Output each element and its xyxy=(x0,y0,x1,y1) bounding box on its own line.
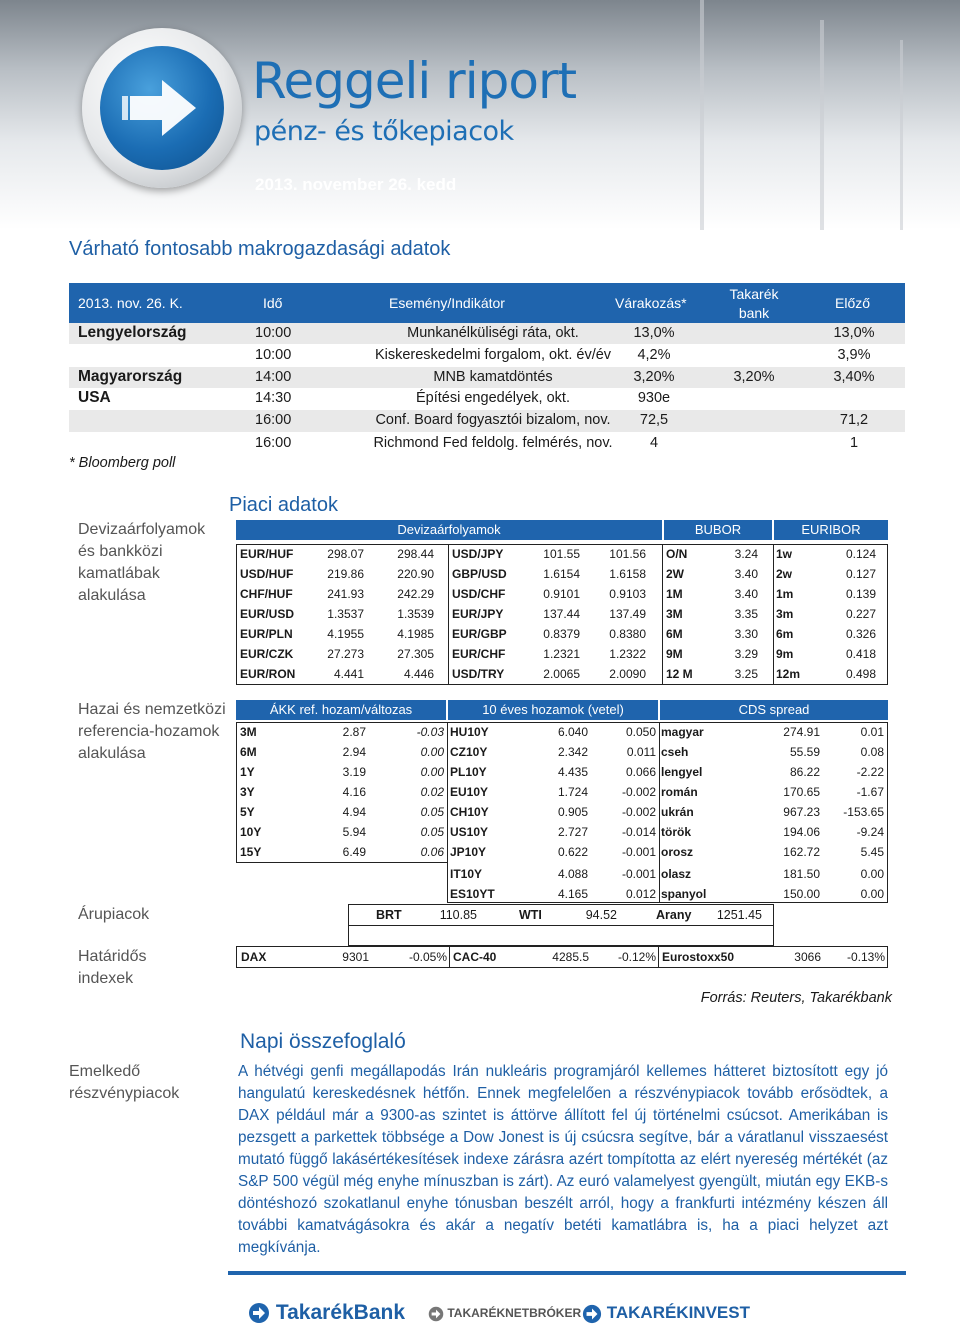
yield-cell-cch: -1.67 xyxy=(856,785,884,799)
commodity-name: WTI xyxy=(519,908,542,922)
row-event: Conf. Board fogyasztói bizalom, nov. xyxy=(375,412,611,428)
fx-cell-et: 1w xyxy=(776,547,793,561)
fx-cell-a2: 1.2321 xyxy=(543,647,580,661)
table-row xyxy=(69,345,905,366)
ten-year-header: 10 éves hozamok (vetel) xyxy=(448,700,658,720)
yield-cell-b: EU10Y xyxy=(450,785,489,799)
fx-cell-b1: 4.1985 xyxy=(397,627,434,641)
yield-cell-cv: 181.50 xyxy=(783,867,820,881)
yield-cell-b: US10Y xyxy=(450,825,489,839)
fx-cell-p2: EUR/JPY xyxy=(452,607,504,621)
yield-cell-y xyxy=(316,884,366,904)
netbroker-arrow-icon xyxy=(428,1306,444,1322)
fx-cell-a2: 0.8379 xyxy=(543,627,580,641)
fx-cell-p2: USD/JPY xyxy=(452,547,504,561)
fx-cell-p1: EUR/CZK xyxy=(240,647,294,661)
fx-cell-p2: EUR/GBP xyxy=(452,627,507,641)
commodity-name: BRT xyxy=(376,908,402,922)
fx-cell-a2: 1.6154 xyxy=(543,567,580,581)
yield-cell-t xyxy=(240,864,280,884)
yield-cell-c: 0.02 xyxy=(420,785,444,799)
yield-cell-bc: -0.001 xyxy=(621,845,656,859)
yield-cell-c: 0.06 xyxy=(420,845,444,859)
fx-cell-bt: 6M xyxy=(666,627,683,641)
commodities-side-label: Árupiacok xyxy=(78,906,150,923)
yield-cell-y: 2.94 xyxy=(342,745,366,759)
fx-cell-b2: 1.2322 xyxy=(609,647,646,661)
yield-cell-b: ES10YT xyxy=(450,887,495,901)
yield-cell-b: CZ10Y xyxy=(450,745,488,759)
fx-cell-b2: 1.6158 xyxy=(609,567,646,581)
fx-cell-bv: 3.40 xyxy=(734,587,758,601)
fx-cell-bt: 2W xyxy=(666,567,684,581)
table-row xyxy=(69,323,905,344)
takareknetbroker-logo xyxy=(428,1306,581,1322)
fx-cell-a1: 27.273 xyxy=(327,647,364,661)
fx-cell-ev: 0.326 xyxy=(845,627,876,641)
fx-cell-ev: 0.127 xyxy=(845,567,876,581)
row-previous: 1 xyxy=(849,435,859,451)
fx-cell-a1: 1.3537 xyxy=(327,607,364,621)
future-value: 9301 xyxy=(342,950,369,964)
fx-cell-b2: 101.56 xyxy=(609,547,646,561)
yield-cell-cch: -2.22 xyxy=(856,765,884,779)
future-name: CAC-40 xyxy=(453,950,497,964)
fx-cell-a1: 4.441 xyxy=(333,667,364,681)
fx-cell-a2: 2.0065 xyxy=(543,667,580,681)
yield-cell-y xyxy=(316,864,366,884)
yield-cell-cc: ukrán xyxy=(661,805,694,819)
future-name: DAX xyxy=(241,950,267,964)
yield-cell-cch: -9.24 xyxy=(856,825,884,839)
fx-cell-ev: 0.498 xyxy=(845,667,876,681)
fx-cell-a2: 101.55 xyxy=(543,547,580,561)
fx-cell-et: 9m xyxy=(776,647,794,661)
yield-cell-bc: 0.050 xyxy=(625,725,656,739)
fx-cell-a2: 0.9101 xyxy=(543,587,580,601)
yield-cell-by: 6.040 xyxy=(557,725,588,739)
fx-cell-bv: 3.24 xyxy=(734,547,758,561)
row-previous: 3,40% xyxy=(833,369,875,385)
summary-text: A hétvégi genfi megállapodás Irán nukleáris programjáról kellemes hátteret biztosított egy jó hangulatú kereskedésnek hétfőn. Ennek megfelelően a részvénypiacok tovább erősödtek, a DAX például már a 9300-as szintet is áttörve állított fel új történelmi csúcsot. Amerikában is pezsgett a parkettek többsége a Dow Jonest is új csúcsra segítve, bár a váratlanul visszaesést mutató függő lakásértékesítések indexe zárásra azért tompította az elért nyereség mértékét (az S&P 500 végül még enyhe mínuszban is zárt). Az euró valamelyest gyengült, miután egy EKB-s döntéshozó szokatlanul enyhe tónusban beszélt arról, hogy a frankfurti intézmény készen áll további kamatvágásokra és akár a negatív betéti kamatlábra is, ha a piaci helyzet azt megkívánja. xyxy=(238,1063,888,1256)
row-previous: 13,0% xyxy=(833,325,875,341)
summary-side-label: Emelkedő részvénypiacok xyxy=(69,1063,180,1102)
arrow-icon xyxy=(100,46,224,170)
row-event: Richmond Fed feldolg. felmérés, nov. xyxy=(373,435,613,451)
col-expectation: Várakozás* xyxy=(615,295,687,311)
yield-cell-c xyxy=(386,884,444,904)
yield-cell-cc: magyar xyxy=(661,725,704,739)
takarekbank-logo xyxy=(248,1301,405,1325)
fx-cell-b1: 242.29 xyxy=(397,587,434,601)
col-takarek: Takarék bank xyxy=(729,286,779,321)
fx-cell-p2: USD/CHF xyxy=(452,587,506,601)
takarekinvest-logo xyxy=(582,1303,750,1324)
fx-cell-b2: 0.9103 xyxy=(609,587,646,601)
fx-cell-et: 2w xyxy=(776,567,793,581)
row-time: 14:00 xyxy=(255,369,292,385)
cds-header: CDS spread xyxy=(660,700,888,720)
footer-divider xyxy=(228,1271,906,1275)
table-row xyxy=(69,388,905,409)
yield-cell-cv: 150.00 xyxy=(783,887,820,901)
fx-side-label: Devizaárfolyamok és bankközi kamatlábak alakulása xyxy=(78,521,206,604)
yield-cell-by: 2.727 xyxy=(557,825,588,839)
fx-cell-p1: EUR/HUF xyxy=(240,547,294,561)
fx-cell-bt: 9M xyxy=(666,647,683,661)
yield-cell-y: 5.94 xyxy=(342,825,366,839)
yield-cell-t xyxy=(240,884,280,904)
yield-cell-cv: 967.23 xyxy=(783,805,820,819)
fx-cell-b1: 298.44 xyxy=(397,547,434,561)
fx-cell-p1: EUR/PLN xyxy=(240,627,293,641)
fx-cell-bt: 3M xyxy=(666,607,683,621)
yield-cell-cc: cseh xyxy=(661,745,689,759)
fx-cell-b2: 0.8380 xyxy=(609,627,646,641)
yield-cell-b: CH10Y xyxy=(450,805,489,819)
row-expectation: 4 xyxy=(649,435,659,451)
source-note: Forrás: Reuters, Takarékbank xyxy=(700,990,892,1006)
yield-cell-cv: 162.72 xyxy=(783,845,820,859)
row-previous: 3,9% xyxy=(837,347,871,363)
row-time: 10:00 xyxy=(255,347,292,363)
fx-cell-ev: 0.418 xyxy=(845,647,876,661)
yield-cell-c: 0.05 xyxy=(420,805,444,819)
yield-cell-y: 3.19 xyxy=(342,765,366,779)
col-time: Idő xyxy=(263,295,283,311)
yield-cell-t: 15Y xyxy=(240,845,262,859)
fx-cell-b1: 1.3539 xyxy=(397,607,434,621)
yield-cell-bc: 0.011 xyxy=(626,745,656,759)
yield-cell-cc: török xyxy=(661,825,691,839)
fx-cell-b2: 137.49 xyxy=(609,607,646,621)
fx-cell-p2: GBP/USD xyxy=(452,567,507,581)
yield-cell-by: 4.435 xyxy=(557,765,588,779)
yield-cell-t: 10Y xyxy=(240,825,262,839)
row-expectation: 3,20% xyxy=(633,369,675,385)
future-value: 4285.5 xyxy=(552,950,589,964)
yields-side-label: Hazai és nemzetközi referencia-hozamok alakulása xyxy=(78,701,226,762)
yield-cell-cv: 170.65 xyxy=(783,785,820,799)
fx-cell-a1: 219.86 xyxy=(327,567,364,581)
fx-cell-bv: 3.35 xyxy=(734,607,758,621)
fx-cell-bv: 3.40 xyxy=(734,567,758,581)
yield-cell-bc: 0.066 xyxy=(625,765,656,779)
commodities-table xyxy=(348,904,774,946)
future-change: -0.12% xyxy=(617,950,656,964)
row-event: Kiskereskedelmi forgalom, okt. év/év xyxy=(374,347,612,363)
fx-cell-b1: 4.446 xyxy=(403,667,434,681)
fx-cell-ev: 0.139 xyxy=(845,587,876,601)
yield-cell-y: 6.49 xyxy=(342,845,366,859)
fx-cell-a1: 298.07 xyxy=(327,547,364,561)
yield-cell-by: 4.088 xyxy=(557,867,588,881)
fx-cell-a1: 241.93 xyxy=(327,587,364,601)
yield-cell-by: 0.622 xyxy=(557,845,588,859)
table-row xyxy=(69,410,905,432)
yield-cell-cc: lengyel xyxy=(661,765,703,779)
future-value: 3066 xyxy=(794,950,821,964)
row-event: Munkanélküliségi ráta, okt. xyxy=(407,325,579,341)
commodity-value: 1251.45 xyxy=(716,908,762,922)
fx-cell-a1: 4.1955 xyxy=(327,627,364,641)
yield-cell-t: 1Y xyxy=(240,765,255,779)
fx-header: Devizaárfolyamok xyxy=(236,520,662,540)
row-expectation: 13,0% xyxy=(633,325,675,341)
yield-cell-cch: 5.45 xyxy=(860,845,884,859)
report-date: 2013. november 26. kedd xyxy=(255,175,457,194)
euribor-header: EURIBOR xyxy=(774,520,888,540)
row-time: 16:00 xyxy=(255,412,292,428)
fx-cell-p2: USD/TRY xyxy=(452,667,505,681)
yield-cell-cc: orosz xyxy=(661,845,694,859)
bloomberg-footnote: * Bloomberg poll xyxy=(69,455,176,471)
yields-table xyxy=(236,700,888,902)
fx-cell-b1: 27.305 xyxy=(397,647,434,661)
yield-cell-bc: -0.001 xyxy=(621,867,656,881)
fx-cell-bv: 3.25 xyxy=(734,667,758,681)
yield-cell-cv: 86.22 xyxy=(789,765,820,779)
future-change: -0.13% xyxy=(846,950,885,964)
row-expectation: 930e xyxy=(637,390,671,406)
yield-cell-cc: olasz xyxy=(661,867,692,881)
commodity-value: 94.52 xyxy=(585,908,617,922)
report-subtitle: pénz- és tőkepiacok xyxy=(254,116,514,147)
row-country: Magyarország xyxy=(78,368,183,385)
row-expectation: 4,2% xyxy=(637,347,671,363)
row-time: 14:30 xyxy=(255,390,292,406)
yield-cell-b: IT10Y xyxy=(450,867,483,881)
takarekinvest-arrow-icon xyxy=(582,1304,602,1324)
summary-title: Napi összefoglaló xyxy=(240,1030,406,1053)
row-event: Építési engedélyek, okt. xyxy=(416,390,570,406)
fx-cell-bv: 3.29 xyxy=(734,647,758,661)
yield-cell-cch: 0.00 xyxy=(860,887,884,901)
fx-cell-ev: 0.227 xyxy=(845,607,876,621)
takarekbank-arrow-icon xyxy=(248,1302,270,1324)
yield-cell-cch: 0.00 xyxy=(860,867,884,881)
fx-cell-b2: 2.0090 xyxy=(609,667,646,681)
futures-table xyxy=(236,946,888,968)
yield-cell-t: 6M xyxy=(240,745,257,759)
yield-cell-cv: 274.91 xyxy=(783,725,820,739)
market-section-title: Piaci adatok xyxy=(229,494,338,516)
yield-cell-bc: 0.012 xyxy=(625,887,656,901)
yield-cell-by: 2.342 xyxy=(557,745,588,759)
fx-cell-bt: O/N xyxy=(666,547,688,561)
yield-cell-cc: román xyxy=(661,785,698,799)
row-expectation: 72,5 xyxy=(639,412,669,428)
yield-cell-y: 4.16 xyxy=(342,785,366,799)
row-time: 16:00 xyxy=(255,435,292,451)
yield-cell-c xyxy=(386,864,444,884)
yield-cell-b: HU10Y xyxy=(450,725,489,739)
footer-logo-label: TAKARÉKINVEST xyxy=(606,1303,750,1322)
fx-cell-b1: 220.90 xyxy=(397,567,434,581)
yield-cell-c: 0.05 xyxy=(420,825,444,839)
future-name: Eurostoxx50 xyxy=(662,950,735,964)
fx-cell-et: 3m xyxy=(776,607,794,621)
fx-cell-p1: EUR/RON xyxy=(240,667,296,681)
yield-cell-b: JP10Y xyxy=(450,845,487,859)
futures-side-label: Határidős indexek xyxy=(78,948,147,987)
yield-cell-y: 4.94 xyxy=(342,805,366,819)
report-title: Reggeli riport xyxy=(252,52,577,110)
future-change: -0.05% xyxy=(408,950,447,964)
col-event: Esemény/Indikátor xyxy=(389,295,505,311)
macro-table-header xyxy=(69,283,905,323)
yield-cell-cch: 0.01 xyxy=(860,725,884,739)
fx-cell-bv: 3.30 xyxy=(734,627,758,641)
col-previous: Előző xyxy=(835,295,871,311)
fx-cell-bt: 1M xyxy=(666,587,683,601)
yield-cell-bc: -0.002 xyxy=(621,785,656,799)
footer-logo-label: TAKARÉKNETBRÓKER xyxy=(447,1306,582,1321)
macro-section-title: Várható fontosabb makrogazdasági adatok xyxy=(69,238,451,260)
commodity-name: Arany xyxy=(656,908,692,922)
yield-cell-c: 0.00 xyxy=(420,745,444,759)
row-takarek: 3,20% xyxy=(733,369,775,385)
yield-cell-by: 1.724 xyxy=(557,785,588,799)
fx-cell-p1: USD/HUF xyxy=(240,567,294,581)
yield-cell-cc: spanyol xyxy=(661,887,707,901)
fx-cell-p2: EUR/CHF xyxy=(452,647,506,661)
fx-cell-et: 6m xyxy=(776,627,794,641)
fx-table xyxy=(236,520,888,683)
row-country: USA xyxy=(78,389,111,406)
row-previous: 71,2 xyxy=(839,412,869,428)
yield-cell-t: 5Y xyxy=(240,805,255,819)
fx-cell-a2: 137.44 xyxy=(543,607,580,621)
yield-cell-c: 0.00 xyxy=(420,765,444,779)
row-time: 10:00 xyxy=(255,325,292,341)
fx-cell-ev: 0.124 xyxy=(845,547,876,561)
yield-cell-cv: 194.06 xyxy=(783,825,820,839)
yield-cell-bc: -0.002 xyxy=(621,805,656,819)
fx-cell-et: 12m xyxy=(776,667,801,681)
footer-logo-label: TakarékBank xyxy=(275,1301,406,1324)
yield-cell-cv: 55.59 xyxy=(789,745,820,759)
table-row xyxy=(69,432,905,456)
commodity-value: 110.85 xyxy=(439,908,477,922)
fx-cell-et: 1m xyxy=(776,587,794,601)
row-event: MNB kamatdöntés xyxy=(433,369,553,385)
yield-cell-t: 3M xyxy=(240,725,257,739)
yield-cell-c: -0.03 xyxy=(416,725,444,739)
bubor-header: BUBOR xyxy=(664,520,772,540)
yield-cell-t: 3Y xyxy=(240,785,255,799)
yield-cell-b: PL10Y xyxy=(450,765,487,779)
fx-cell-p1: EUR/USD xyxy=(240,607,295,621)
table-row xyxy=(69,367,905,388)
yield-cell-cch: -153.65 xyxy=(843,805,884,819)
row-country: Lengyelország xyxy=(78,324,187,341)
yield-cell-by: 0.905 xyxy=(557,805,588,819)
col-date: 2013. nov. 26. K. xyxy=(78,295,183,311)
yield-cell-y: 2.87 xyxy=(342,725,366,739)
yield-cell-by: 4.165 xyxy=(557,887,588,901)
yield-cell-bc: -0.014 xyxy=(621,825,656,839)
report-header xyxy=(0,0,960,230)
yield-cell-cch: 0.08 xyxy=(860,745,884,759)
fx-cell-bt: 12 M xyxy=(666,667,693,681)
fx-cell-p1: CHF/HUF xyxy=(240,587,293,601)
akk-header: ÁKK ref. hozam/változas xyxy=(236,700,446,720)
